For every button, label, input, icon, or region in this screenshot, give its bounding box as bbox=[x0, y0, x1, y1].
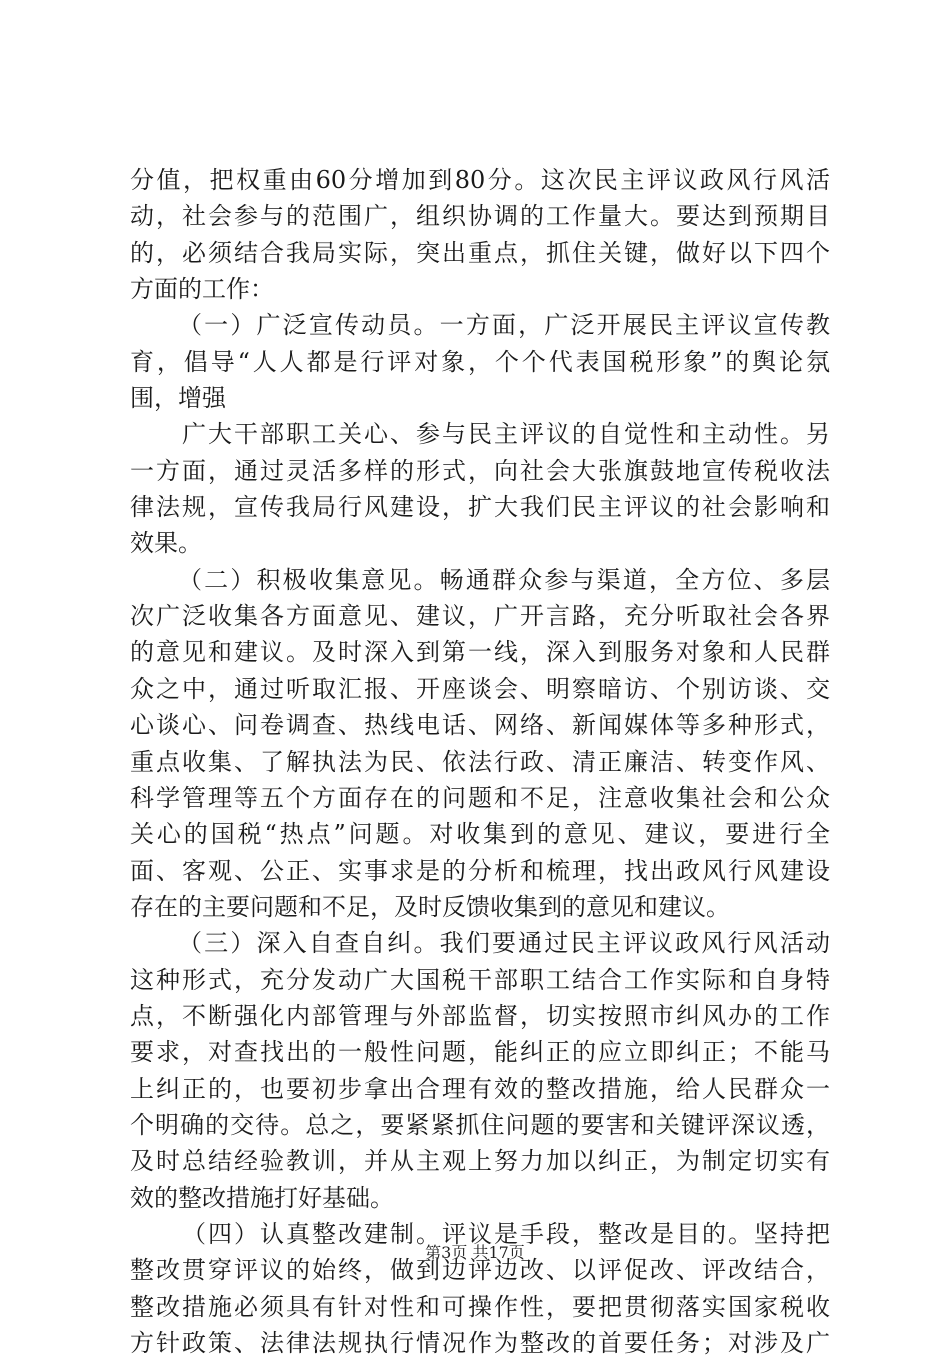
text-line: 动，社会参与的范围广，组织协调的工作量大。要达到预期目 bbox=[130, 202, 830, 231]
text-line: 及时总结经验教训，并从主观上努力加以纠正，为制定切实有 bbox=[130, 1147, 830, 1176]
section-heading-line: （二）积极收集意见。畅通群众参与渠道，全方位、多层 bbox=[178, 565, 830, 594]
text-line: 面、客观、公正、实事求是的分析和梳理，找出政风行风建设 bbox=[130, 856, 830, 885]
text-line: 一方面，通过灵活多样的形式，向社会大张旗鼓地宣传税收法 bbox=[130, 456, 830, 485]
page-number-footer: 第3页 共17页 bbox=[425, 1243, 525, 1262]
text-line: 的，必须结合我局实际，突出重点，抓住关键，做好以下四个 bbox=[130, 238, 830, 267]
text-line: 存在的主要问题和不足，及时反馈收集到的意见和建议。 bbox=[130, 892, 730, 921]
text-line: 个明确的交待。总之，要紧紧抓住问题的要害和关键评深议透， bbox=[130, 1110, 830, 1139]
section-heading-line: （四）认真整改建制。评议是手段，整改是目的。坚持把 bbox=[182, 1219, 830, 1248]
text-line: 点，不断强化内部管理与外部监督，切实按照市纠风办的工作 bbox=[130, 1001, 830, 1030]
text-line: 围，增强 bbox=[130, 384, 226, 413]
text-line: 分值，把权重由60分增加到80分。这次民主评议政风行风活 bbox=[130, 166, 830, 194]
text-line: 效的整改措施打好基础。 bbox=[130, 1183, 394, 1212]
text-line: 育，倡导“人人都是行评对象，个个代表国税形象”的舆论氛 bbox=[130, 347, 830, 376]
text-line: 方面的工作： bbox=[130, 275, 274, 304]
text-line: 重点收集、了解执法为民、依法行政、清正廉洁、转变作风、 bbox=[130, 747, 830, 776]
text-line: 效果。 bbox=[130, 529, 202, 558]
text-line: 心谈心、问卷调查、热线电话、网络、新闻媒体等多种形式， bbox=[130, 711, 830, 740]
text-line: 众之中，通过听取汇报、开座谈会、明察暗访、个别访谈、交 bbox=[130, 674, 830, 703]
document-body bbox=[130, 162, 830, 1361]
text-line: 要求，对查找出的一般性问题，能纠正的应立即纠正；不能马 bbox=[130, 1038, 830, 1067]
text-line: 广大干部职工关心、参与民主评议的自觉性和主动性。另 bbox=[182, 420, 830, 449]
text-line: 律法规，宣传我局行风建设，扩大我们民主评议的社会影响和 bbox=[130, 493, 830, 522]
text-line: 方针政策、法律法规执行情况作为整改的首要任务；对涉及广 bbox=[130, 1329, 830, 1357]
text-line: 科学管理等五个方面存在的问题和不足，注意收集社会和公众 bbox=[130, 783, 830, 812]
text-line: 整改贯穿评议的始终，做到边评边改、以评促改、评改结合， bbox=[130, 1256, 830, 1285]
section-heading-line: （一）广泛宣传动员。一方面，广泛开展民主评议宣传教 bbox=[178, 311, 830, 340]
section-heading-line: （三）深入自查自纠。我们要通过民主评议政风行风活动 bbox=[178, 929, 830, 958]
text-line: 上纠正的，也要初步拿出合理有效的整改措施，给人民群众一 bbox=[130, 1074, 830, 1103]
text-line: 这种形式，充分发动广大国税干部职工结合工作实际和自身特 bbox=[130, 965, 830, 994]
text-line: 次广泛收集各方面意见、建议，广开言路，充分听取社会各界 bbox=[130, 602, 830, 631]
text-line: 整改措施必须具有针对性和可操作性，要把贯彻落实国家税收 bbox=[130, 1292, 830, 1321]
text-line: 关心的国税“热点”问题。对收集到的意见、建议，要进行全 bbox=[130, 820, 830, 849]
text-line: 的意见和建议。及时深入到第一线，深入到服务对象和人民群 bbox=[130, 638, 830, 667]
